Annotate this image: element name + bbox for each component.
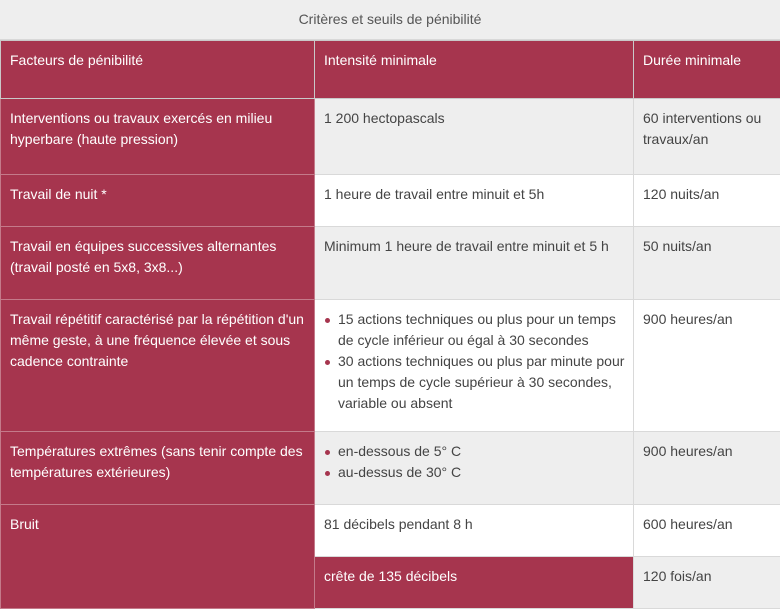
list-item: 15 actions techniques ou plus pour un temps de cycle inférieur ou égal à 30 secondes <box>324 309 625 351</box>
row-intensity: crête de 135 décibels <box>315 557 634 609</box>
row-intensity: 1 200 hectopascals <box>315 99 634 175</box>
table-row <box>1 175 780 227</box>
row-duration: 600 heures/an <box>634 505 780 557</box>
row-duration: 50 nuits/an <box>634 227 780 300</box>
row-intensity: 81 décibels pendant 8 h <box>315 505 634 557</box>
row-factor: Températures extrêmes (sans tenir compte des températures extérieures) <box>1 432 315 505</box>
row-intensity <box>315 432 634 505</box>
table-row <box>1 432 780 505</box>
row-duration: 900 heures/an <box>634 300 780 432</box>
table-caption: Critères et seuils de pénibilité <box>0 0 780 40</box>
list-item: 30 actions techniques ou plus par minute pour un temps de cycle supérieur à 30 secondes, variable ou absent <box>324 351 625 414</box>
header-intensity: Intensité minimale <box>315 41 634 99</box>
row-duration: 120 nuits/an <box>634 175 780 227</box>
row-intensity <box>315 300 634 432</box>
table-row <box>1 300 780 432</box>
header-factor: Facteurs de pénibilité <box>1 41 315 99</box>
row-factor: Bruit <box>1 505 315 609</box>
intensity-list <box>324 441 625 483</box>
row-duration: 120 fois/an <box>634 557 780 609</box>
row-factor: Travail de nuit * <box>1 175 315 227</box>
row-duration: 60 interventions ou travaux/an <box>634 99 780 175</box>
row-factor: Interventions ou travaux exercés en milieu hyperbare (haute pression) <box>1 99 315 175</box>
row-factor: Travail en équipes successives alternantes (travail posté en 5x8, 3x8...) <box>1 227 315 300</box>
row-intensity: 1 heure de travail entre minuit et 5h <box>315 175 634 227</box>
table-row <box>1 99 780 175</box>
header-duration: Durée minimale <box>634 41 780 99</box>
row-intensity: Minimum 1 heure de travail entre minuit et 5 h <box>315 227 634 300</box>
penibility-table <box>0 40 780 609</box>
row-factor: Travail répétitif caractérisé par la répétition d'un même geste, à une fréquence élevée et sous cadence contrainte <box>1 300 315 432</box>
table-row <box>1 227 780 300</box>
list-item: en-dessous de 5° C <box>324 441 625 462</box>
table-header-row <box>1 41 780 99</box>
row-duration: 900 heures/an <box>634 432 780 505</box>
intensity-list <box>324 309 625 414</box>
table-row <box>1 505 780 557</box>
list-item: au-dessus de 30° C <box>324 462 625 483</box>
